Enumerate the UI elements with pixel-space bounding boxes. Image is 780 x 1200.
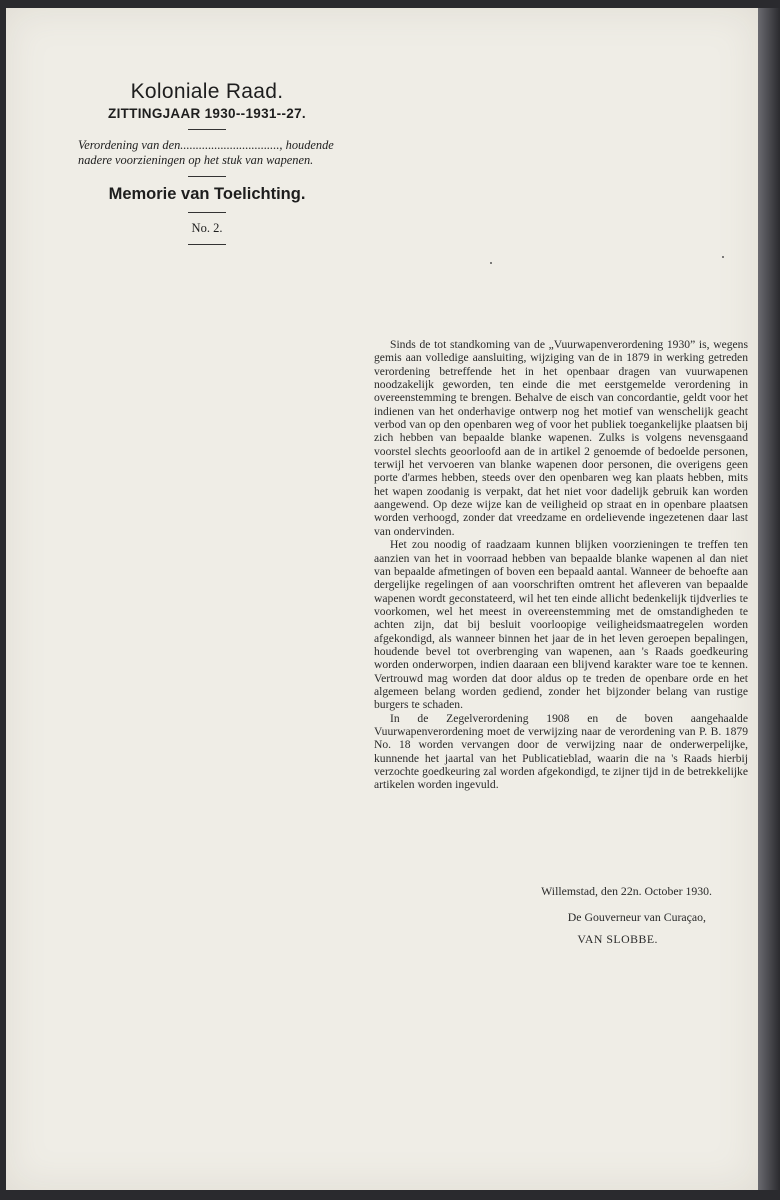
session-year: ZITTINGJAAR 1930--1931--27. <box>108 106 306 121</box>
page-edge-shadow <box>758 8 780 1190</box>
place-date: Willemstad, den 22n. October 1930. <box>541 884 712 898</box>
divider <box>188 212 226 213</box>
paragraph-2: Het zou noodig of raadzaam kunnen blijken voorzieningen te treffen ten aanzien van het in voorraad hebben van bepaalde blanke wapenen al dan niet van bepaalde afmetingen of boven een bepaald aantal. Wanneer de behoefte aan dergelijke regelingen of aan voorschriften omtrent het afleveren van bepaalde wapenen wordt geconstateerd, wil het ten einde allicht bedenkelijk tijdverlies te voorkomen, wel het meest in overeenstemming met de omstandigheden te achten zijn, dat bij besluit voorloopige veiligheidsmaatregelen worden afgekondigd, als wanneer binnen het jaar de in het leven geroepen bepalingen, houdende bevel tot overbrenging van wapenen, aan 's Raads goedkeuring worden onderworpen, indien daaraan een blijvend karakter ware toe te kennen. Vertrouwd mag worden dat door aldus op te treden de openbare orde en het algemeen belang worden gediend, zonder het bijzonder belang van rustige burgers te schaden. <box>374 538 748 712</box>
governor-line: De Gouverneur van Curaçao, <box>567 910 706 924</box>
paper-speck <box>490 262 492 264</box>
memorie-heading: Memorie van Toelichting. <box>108 185 306 203</box>
paper-speck <box>722 256 724 258</box>
body-text <box>374 338 748 792</box>
paragraph-3: In de Zegelverordening 1908 en de boven aangehaalde Vuurwapenverordening moet de verwijzing naar de verordening van P. B. 1879 No. 18 worden vervangen door de verwijzing naar de onderwerpelijke, kunnende het jaartal van het Publicatieblad, waarin die na 's Raads hierbij verzochte goedkeuring zal worden afgekondigd, te zijner tijd in de betrekkelijke artikelen worden ingevuld. <box>374 711 748 792</box>
divider <box>188 129 226 130</box>
ordinance-title: Verordening van den................................, houdende nadere voorzieningen op het stuk van wapenen. <box>78 138 334 167</box>
document-header <box>76 80 338 253</box>
divider <box>188 244 226 245</box>
divider <box>188 176 226 177</box>
document-page <box>6 8 758 1190</box>
paragraph-1: Sinds de tot standkoming van de „Vuurwapenverordening 1930” is, wegens gemis aan volledige aansluiting, wijziging van de in 1879 in werking getreden verordening betreffende het in het openbaar dragen van vuurwapenen noodzakelijk geworden, ten einde die met eerstgemelde verordening in overeenstemming te brengen. Behalve de eisch van concordantie, geldt voor het indienen van het onderhavige ontwerp nog het motief van wenschelijk geacht verbod van op den openbaren weg of voor het publiek toegankelijke plaatsen bij zich hebben van bepaalde blanke wapenen. Zulks is volgens nevensgaand voorstel slechts geoorloofd aan de in artikel 2 genoemde of bedoelde personen, terwijl het vervoeren van blanke wapenen door personen, die overigens geen porte d'armes hebben, steeds over den openbaren weg kan plaats hebben, mits het wapen zoodanig is verpakt, dat het niet voor dadelijk gebruik kan worden aangewend. Op deze wijze kan de veiligheid op straat en in openbare plaatsen worden verhoogd, zonder dat vreedzame en ordelievende ingezetenen daar last van ondervinden. <box>374 338 748 538</box>
document-number: No. 2. <box>191 221 223 235</box>
council-title: Koloniale Raad. <box>130 80 284 103</box>
signatory-name: VAN SLOBBE. <box>577 932 658 946</box>
